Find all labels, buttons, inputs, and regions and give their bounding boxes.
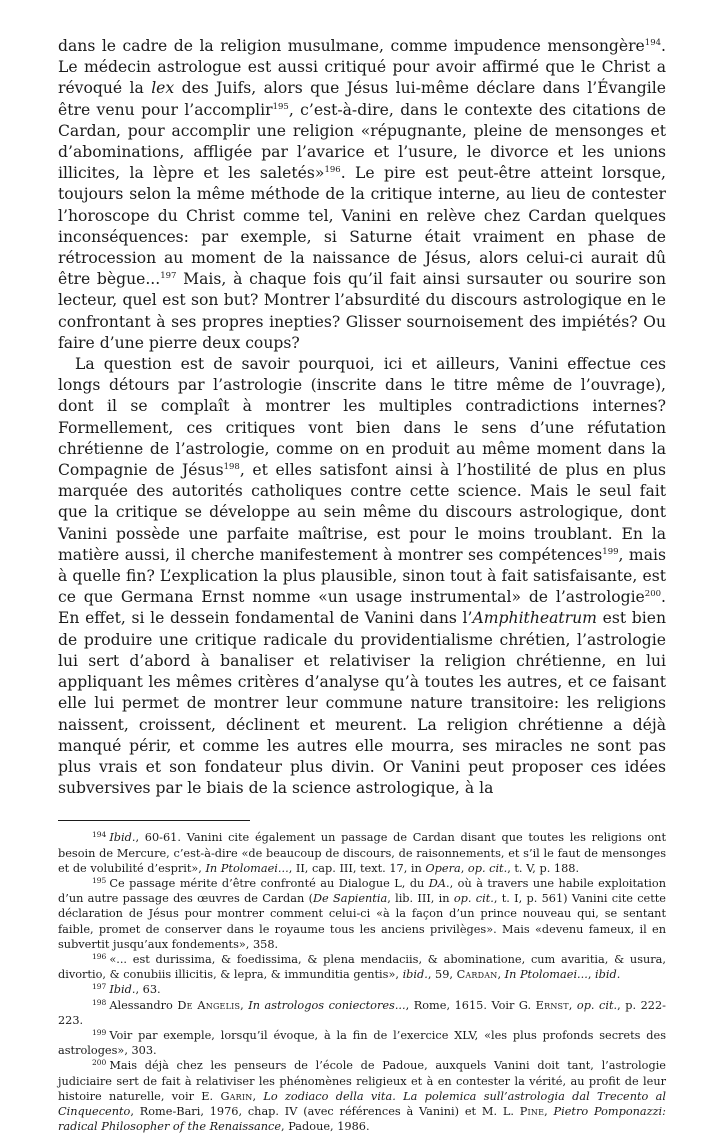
page — [58, 36, 666, 1134]
main-text — [58, 36, 666, 799]
footnote-194: $^{194}$ Ibid., 60-61. Vanini cite également un passage de Cardan disant que toutes les religions ont besoin de Mercure, c’est-à-dire «de beaucoup de discours, de raisonnements, et s’il le faut de mensonges et de volubilité d’esprit», In Ptolomaei..., II, cap. III, text. 17, in Opera, op. cit., t. V, p. 188. — [58, 830, 666, 875]
footnote-ref-198[interactable]: 198 — [223, 462, 240, 473]
footnote-199: $^{199}$ Voir par exemple, lorsqu’il évoque, à la fin de l’exercice XLV, «les plus profonds secrets des astrologes», 303. — [58, 1027, 666, 1058]
footnote-ref-195[interactable]: 195 — [272, 101, 289, 112]
footnote-195: $^{195}$ Ce passage mérite d’être confronté au Dialogue L, du DA., où à travers une habile exploitation d’un autre passage des œuvres de Cardan (De Sapientia, lib. III, in op. cit., t. I, p. 561) Vanini cite cette déclaration de Jésus pour montrer comment celui-ci «à la façon d’un prince nouveau qui, se sentant faible, promet de conserver dans le royaume tous les anciens privilèges». Mais «devenu fameux, il en subvertit jusqu’aux fondements», 358. — [58, 875, 666, 951]
footnote-200: $^{200}$ Mais déjà chez les penseurs de l’école de Padoue, auxquels Vanini doit tant, l’astrologie judiciaire sert de fait à relativiser les phénomènes religieux et à en contester la vérité, au profit de leur histoire naturelle, voir E. Garin, Lo zodiaco della vita. La polemica sull’astrologia dal Trecento al Cinquecento, Rome-Bari, 1976, chap. IV (avec références à Vanini) et M. L. Pine, Pietro Pomponazzi: radical Philosopher of the Renaissance, Padoue, 1986. — [58, 1058, 666, 1134]
footnote-197: $^{197}$ Ibid., 63. — [92, 982, 161, 997]
footnote-ref-200[interactable]: 200 — [644, 589, 662, 600]
footnote-ref-196[interactable]: 196 — [324, 165, 341, 176]
footnotes — [58, 830, 666, 1134]
paragraph-1: dans le cadre de la religion musulmane, comme impudence mensongère$^{194}$. Le médecin astrologue est aussi critiqué pour avoir affirmé que le Christ a révoqué la lex des Juifs, alors que Jésus lui-même déclare dans l’Évangile être venu pour l’accomplir$^{195}$, c’est-à-dire, dans le contexte des citations de Cardan, pour accomplir une religion «répugnante, pleine de mensonges et d’abominations, affligée par l’avarice et l’usure, le divorce et les unions illicites, la lèpre et les saletés»$^{196}$. Le pire est peut-être atteint lorsque, toujours selon la même méthode de la critique interne, au lieu de contester l’horoscope du Christ comme tel, Vanini en relève chez Cardan quelques inconséquences: par exemple, si Saturne était vraiment en phase de rétrocession au moment de la naissance de Jésus, alors celui-ci aurait dû être bègue...$^{197}$ Mais, à chaque fois qu’il fait ainsi sursauter ou sourire son lecteur, quel est son but? Montrer l’absurdité du discours astrologique en le confrontant à ses propres inepties? Glisser sournoisement des impiétés? Ou faire d’une pierre deux coups? — [58, 37, 667, 352]
footnote-198: $^{198}$ Alessandro De Angelis, In astrologos coniectores..., Rome, 1615. Voir G. Ernst, op. cit., p. 222-223. — [58, 997, 666, 1027]
footnote-divider — [58, 820, 250, 821]
footnote-ref-199[interactable]: 199 — [602, 546, 619, 557]
footnote-196: $^{196}$ «... est durissima, & foedissima, & plena mendaciis, & abominatione, cum avaritia, & usura, divortio, & conubiis illicitis, & lepra, & immunditia gentis», ibid., 59, Cardan, In Ptolomaei..., ibid. — [58, 951, 666, 982]
footnote-ref-194[interactable]: 194 — [644, 38, 662, 48]
paragraph-2: La question est de savoir pourquoi, ici et ailleurs, Vanini effectue ces longs détours par l’astrologie (inscrite dans le titre même de l’ouvrage), dont il se complaît à montrer les multiples contradictions internes? Formellement, ces critiques vont bien dans le sens d’une réfutation chrétienne de l’astrologie, comme on en produit au même moment dans la Compagnie de Jésus$^{198}$, et elles satisfont ainsi à l’hostilité de plus en plus marquée des autorités catholiques contre cette science. Mais le seul fait que la critique se développe au sein même du discours astrologique, dont Vanini possède une parfaite maîtrise, est pour le moins troublant. En la matière aussi, il cherche manifestement à montrer ses compétences$^{199}$, mais à quelle fin? L’explication la plus plausible, sinon tout à fait satisfaisante, est ce que Germana Ernst nomme «un usage instrumental» de l’astrologie$^{200}$. En effet, si le dessein fondamental de Vanini dans l’Amphitheatrum est bien de produire une critique radicale du providentialisme chrétien, l’astrologie lui sert d’abord à banaliser et relativiser la religion chrétienne, en lui appliquant les mêmes critères d’analyse qu’à toutes les autres, et ce faisant elle lui permet de montrer leur commune nature transitoire: les religions naissent, croissent, déclinent et meurent. La religion chrétienne a déjà manqué périr, et comme les autres elle mourra, ses miracles ne sont pas plus vrais et son fondateur plus divin. Or Vanini peut proposer ces idées subversives par le biais de la science astrologique, à la — [58, 355, 666, 798]
footnote-ref-197[interactable]: 197 — [160, 271, 177, 282]
